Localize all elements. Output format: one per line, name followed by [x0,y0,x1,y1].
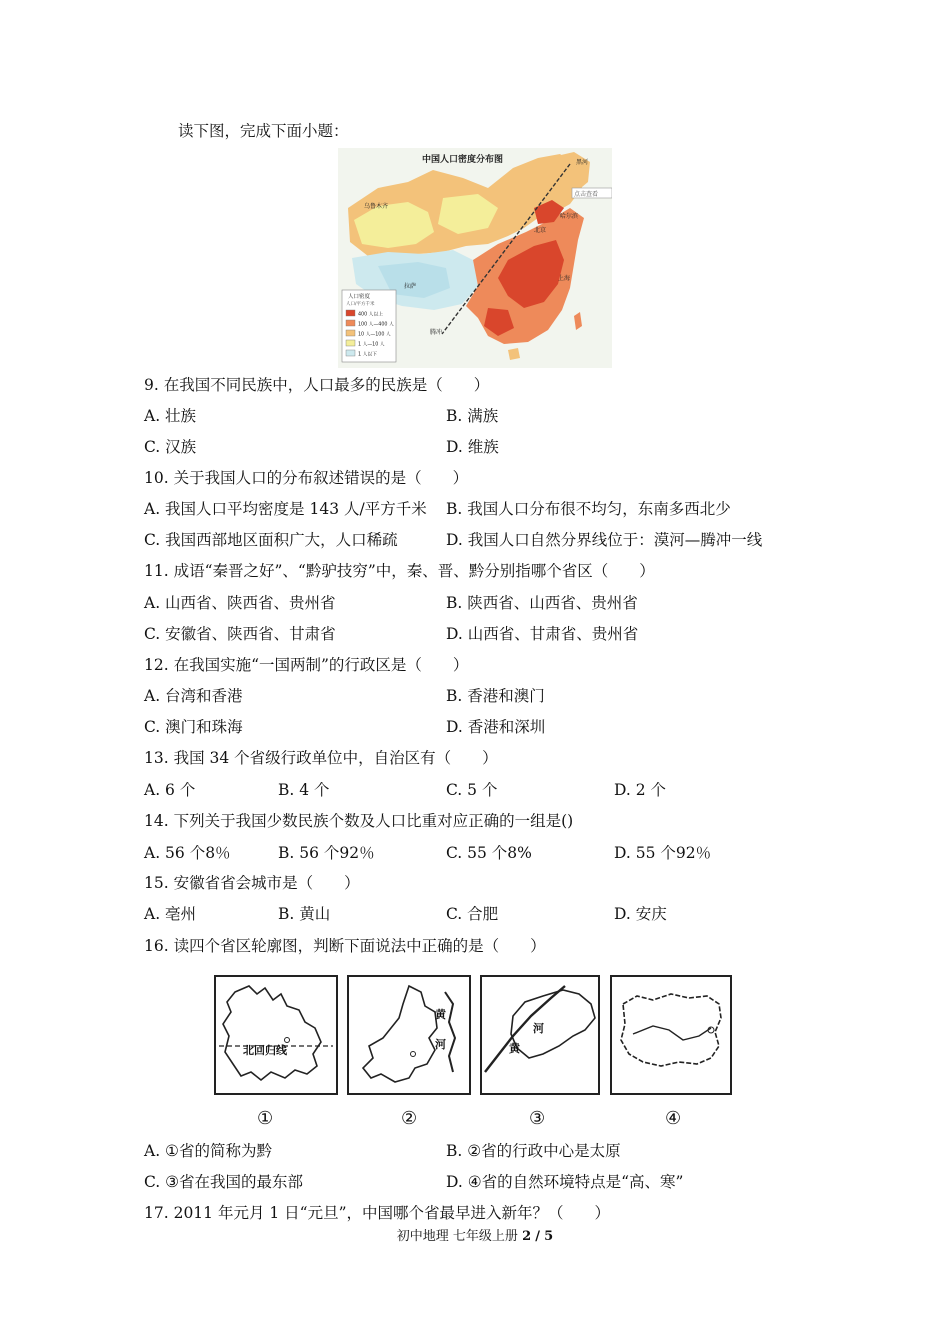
province-number-1: ① [257,1108,274,1129]
option-d[interactable]: D. 山西省、甘肃省、贵州省 [446,625,639,643]
option-d[interactable]: D. 2 个 [614,781,667,799]
province-number-4: ④ [665,1108,682,1129]
china-map-figure [338,148,612,368]
question-16-options [144,1141,824,1161]
option-c[interactable]: C. 安徽省、陕西省、甘肃省 [144,625,336,643]
map-label-heihe: 黑河 [576,159,589,166]
he-label-2: 河 [435,1038,446,1051]
legend-unit: 人口/平方千米 [346,302,375,307]
tropic-label: 北回归线 [243,1044,287,1057]
question-13-stem: 13. 我国 34 个省级行政单位中，自治区有（ ） [144,749,498,767]
province-outline-figure [213,974,735,1130]
question-11-stem: 11. 成语“秦晋之好”、“黔驴技穷”中，秦、晋、黔分别指哪个省区（ ） [144,562,655,580]
map-title: 中国人口密度分布图 [422,155,504,165]
option-b[interactable]: B. 香港和澳门 [446,687,545,705]
question-15-options [144,904,824,924]
option-b[interactable]: B. 黄山 [278,905,331,923]
province-4-outline [611,976,731,1094]
province-number-2: ② [401,1108,418,1129]
footer-course: 初中地理 七年级上册 [396,1229,518,1244]
option-a[interactable]: A. 亳州 [144,905,197,923]
option-d[interactable]: D. 维族 [446,438,499,456]
question-13-options [144,780,824,800]
province-1-outline [215,976,337,1094]
legend-item-label: 400 人以上 [358,312,384,318]
question-17-stem: 17. 2011 年元月 1 日“元旦”，中国哪个省最早进入新年？（ ） [144,1204,611,1222]
map-label-wulumuqi: 乌鲁木齐 [364,203,389,210]
footer-page: 2 [522,1229,532,1244]
option-a[interactable]: A. 壮族 [144,407,197,425]
legend-item-label: 1 人—10 人 [358,342,385,348]
question-14-stem: 14. 下列关于我国少数民族个数及人口比重对应正确的一组是() [144,812,574,830]
legend-swatch [346,310,355,316]
option-b[interactable]: B. 56 个92％ [278,844,375,862]
province-outlines [213,974,735,1130]
option-c[interactable]: C. 汉族 [144,438,197,456]
question-11-options [144,593,824,613]
question-12-options [144,686,824,706]
map-label-tengchong: 腾冲 [430,329,443,336]
legend-item-label: 100 人—400 人 [358,322,394,328]
huang-label-3: 黄 [509,1042,520,1055]
footer-sep: / [535,1229,541,1244]
province-2-outline [348,976,470,1094]
option-a[interactable]: A. 56 个8％ [144,844,231,862]
question-10-options [144,499,824,519]
option-c[interactable]: C. 澳门和珠海 [144,718,243,736]
option-a[interactable]: A. 6 个 [144,781,196,799]
option-a[interactable]: A. 我国人口平均密度是 143 人/平方千米 [144,500,427,518]
option-c[interactable]: C. 我国西部地区面积广大，人口稀疏 [144,531,398,549]
question-9-options-2 [144,437,824,457]
map-legend [342,290,396,362]
option-c[interactable]: C. 合肥 [446,905,499,923]
option-c[interactable]: C. 5 个 [446,781,498,799]
map-label-lasa: 拉萨 [404,283,417,290]
question-16-options-2 [144,1172,824,1192]
legend-swatch [346,340,355,346]
option-a[interactable]: A. ①省的简称为黔 [144,1142,272,1160]
legend-swatch [346,320,355,326]
footer-total: 5 [544,1229,554,1244]
map-tooltip: 点击查看 [574,191,599,198]
intro-text: 读下图，完成下面小题： [178,122,349,140]
question-14-options [144,843,824,863]
option-a[interactable]: A. 台湾和香港 [144,687,243,705]
option-b[interactable]: B. 我国人口分布很不均匀，东南多西北少 [446,500,731,518]
legend-item-label: 10 人—100 人 [358,332,391,338]
legend-title: 人口密度 [348,294,371,300]
question-9-options [144,406,824,426]
map-label-haerbin: 哈尔滨 [560,213,579,220]
question-15-stem: 15. 安徽省省会城市是（ ） [144,874,360,892]
option-a[interactable]: A. 山西省、陕西省、贵州省 [144,594,336,612]
question-10-stem: 10. 关于我国人口的分布叙述错误的是（ ） [144,469,469,487]
question-9-stem: 9. 在我国不同民族中，人口最多的民族是（ ） [144,376,490,394]
question-12-stem: 12. 在我国实施“一国两制”的行政区是（ ） [144,656,469,674]
question-11-options-2 [144,624,824,644]
question-16-stem: 16. 读四个省区轮廓图，判断下面说法中正确的是（ ） [144,937,546,955]
legend-swatch [346,350,355,356]
option-c[interactable]: C. 55 个8% [446,844,532,862]
option-d[interactable]: D. 香港和深圳 [446,718,546,736]
he-label-3: 河 [533,1022,544,1035]
question-12-options-2 [144,717,824,737]
map-label-shanghai: 上海 [558,275,571,282]
legend-item-label: 1 人以下 [358,352,377,358]
option-c[interactable]: C. ③省在我国的最东部 [144,1173,304,1191]
option-d[interactable]: D. 我国人口自然分界线位于：漠河—腾冲一线 [446,531,763,549]
option-b[interactable]: B. 陕西省、山西省、贵州省 [446,594,638,612]
province-3-outline [481,976,599,1094]
legend-swatch [346,330,355,336]
option-b[interactable]: B. 满族 [446,407,499,425]
option-d[interactable]: D. 安庆 [614,905,667,923]
question-10-options-2 [144,530,824,550]
province-number-3: ③ [529,1108,546,1129]
option-d[interactable]: D. ④省的自然环境特点是“高、寒” [446,1173,684,1191]
option-d[interactable]: D. 55 个92％ [614,844,712,862]
option-b[interactable]: B. ②省的行政中心是太原 [446,1142,621,1160]
page-footer [0,1228,950,1246]
map-label-beijing: 北京 [534,227,547,234]
population-density-map [338,148,612,368]
option-b[interactable]: B. 4 个 [278,781,330,799]
huang-label-2: 黄 [435,1008,446,1021]
